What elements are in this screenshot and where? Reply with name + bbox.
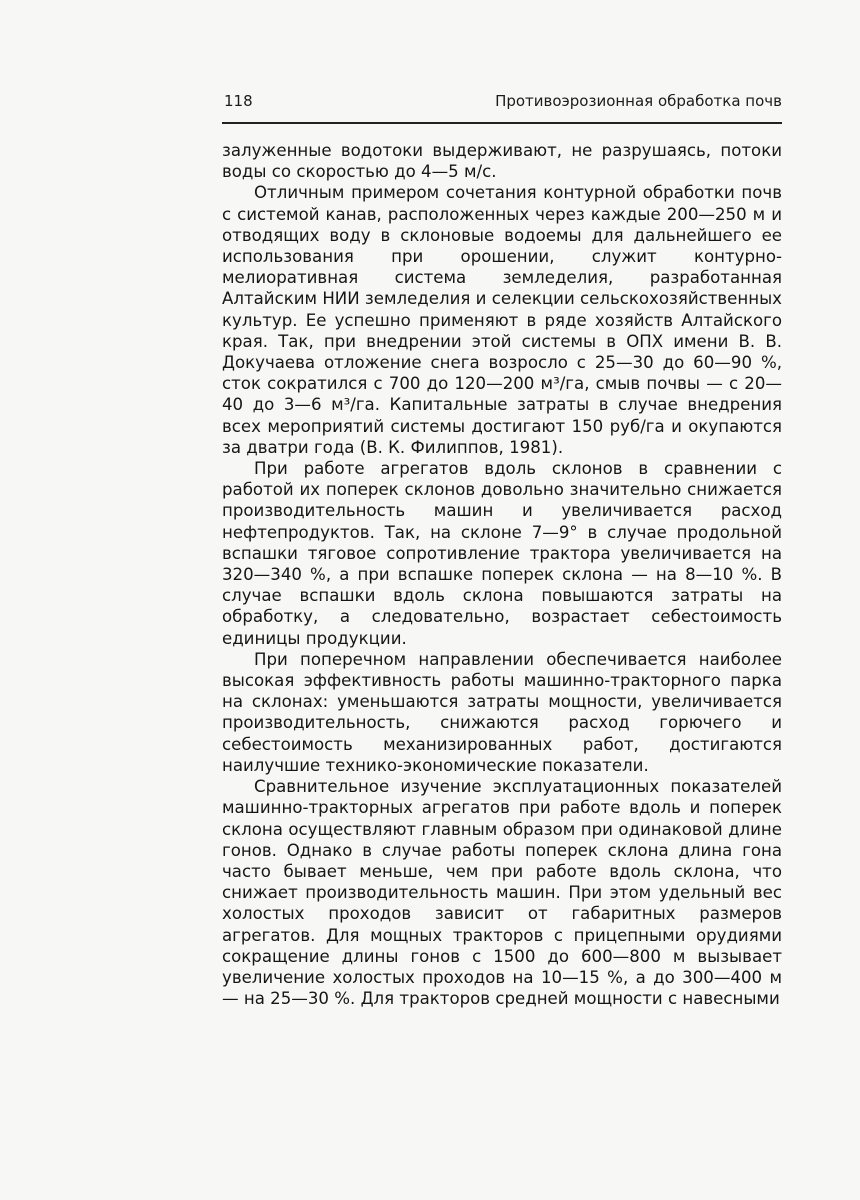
paragraph-5: Сравнительное изучение эксплуатационных показателей машинно-тракторных агрегатов при работе вдоль и поперек склона осуществляют главным образом при одинаковой длине гонов. Однако в случае работы поперек склона длина гона часто бывает меньше, чем при работе вдоль склона, что снижает производительность машин. При этом удельный вес холостых проходов зависит от габаритных размеров агрегатов. Для мощных тракторов с прицепными орудиями сокращение длины гонов с 1500 до 600—800 м вызывает увеличение холостых проходов на 10—15 %, а до 300—400 м — на 25—30 %. Для тракторов средней мощности с навесными bbox=[222, 777, 782, 1009]
running-title: Противоэрозионная обработка почв bbox=[495, 92, 782, 110]
body-text bbox=[222, 140, 782, 1009]
paragraph-2: Отличным примером сочетания контурной обработки почв с системой канав, расположенных через каждые 200—250 м и отводящих воду в склоновые водоемы для дальнейшего ее использования при орошении, служит контурно-мелиоративная система земледелия, разработанная Алтайским НИИ земледелия и селекции сельскохозяйственных культур. Ее успешно применяют в ряде хозяйств Алтайского края. Так, при внедрении этой системы в ОПХ имени В. В. Докучаева отложение снега возросло с 25—30 до 60—90 %, сток сократился с 700 до 120—200 м³/га, смыв почвы — с 20—40 до 3—6 м³/га. Капитальные затраты в случае внедрения всех мероприятий системы достигают 150 руб/га и окупаются за дватри года (В. К. Филиппов, 1981). bbox=[222, 183, 782, 457]
page-number: 118 bbox=[224, 92, 253, 110]
paragraph-4: При поперечном направлении обеспечивается наиболее высокая эффективность работы машинно-тракторного парка на склонах: уменьшаются затраты мощности, увеличивается производительность, снижаются расход горючего и себестоимость механизированных работ, достигаются наилучшие технико-экономические показатели. bbox=[222, 649, 782, 775]
paragraph-1: залуженные водотоки выдерживают, не разрушаясь, потоки воды со скоростью до 4—5 м/с. bbox=[222, 141, 782, 182]
header-rule bbox=[222, 122, 782, 124]
page-header bbox=[222, 92, 782, 114]
paragraph-3: При работе агрегатов вдоль склонов в сравнении с работой их поперек склонов довольно значительно снижается производительность машин и увеличивается расход нефтепродуктов. Так, на склоне 7—9° в случае продольной вспашки тяговое сопротивление трактора увеличивается на 320—340 %, а при вспашке поперек склона — на 8—10 %. В случае вспашки вдоль склона повышаются затраты на обработку, а следовательно, возрастает себестоимость единицы продукции. bbox=[222, 459, 782, 648]
